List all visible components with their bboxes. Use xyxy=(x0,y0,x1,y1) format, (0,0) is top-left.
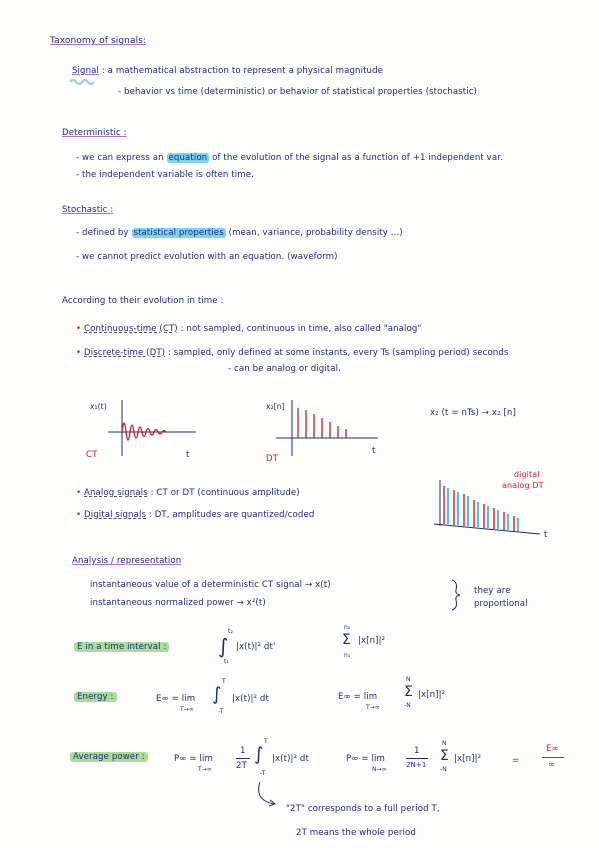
analysis-heading: Analysis / representation xyxy=(72,556,182,566)
energy-label: Energy : xyxy=(74,692,117,702)
power-dt-limsub: N→∞ xyxy=(372,766,387,773)
squiggle-underline xyxy=(70,78,100,86)
digital-line: • Digital signals : DT, amplitudes are quantized/coded xyxy=(76,510,315,520)
analog-dt-label: analog DT xyxy=(502,481,544,490)
int-body: |x(t)|² dt' xyxy=(236,642,276,652)
signal-def-text: : a mathematical abstraction to represent a physical magnitude xyxy=(101,66,384,76)
energy-dt-body: |x[n]|² xyxy=(418,690,446,700)
power-dt-top: N xyxy=(442,740,447,747)
power-label: Average power : xyxy=(70,752,148,762)
power-ct-lim: P∞ = lim xyxy=(174,754,213,764)
deterministic-heading: Deterministic : xyxy=(62,128,127,138)
note-line-1: "2T" corresponds to a full period T, xyxy=(286,804,440,814)
ct-desc: : not sampled, continuous in time, also called "analog" xyxy=(180,324,422,334)
power-ct-limsub: T→∞ xyxy=(198,766,212,773)
det-equation-highlight: equation xyxy=(168,153,208,163)
energy-dt-lim: E∞ = lim xyxy=(338,692,378,702)
stochastic-line-2: - we cannot predict evolution with an equation. (waveform) xyxy=(76,252,338,262)
dt-desc: : sampled, only defined at some instants, every Ts (sampling period) seconds xyxy=(167,348,509,358)
power-dt-frac-bar xyxy=(406,758,428,759)
ratio-eq: = xyxy=(512,756,520,766)
signal-definition xyxy=(72,66,383,76)
power-dt-body: |x[n]|² xyxy=(454,754,482,764)
det-l1b: of the evolution of the signal as a function of +1 independent var. xyxy=(212,153,503,163)
analog-desc: : CT or DT (continuous amplitude) xyxy=(150,488,300,498)
dt-line-2: - can be analog or digital. xyxy=(228,364,341,374)
power-sum: Σ xyxy=(440,748,449,764)
stochastic-heading: Stochastic : xyxy=(62,205,114,215)
analog-term: Analog signals xyxy=(84,488,148,498)
sum-bot: n₁ xyxy=(344,652,351,659)
proportional-text: they are proportional xyxy=(474,586,528,609)
ratio-den: ∞ xyxy=(548,760,556,770)
energy-ct-lim: E∞ = lim xyxy=(156,694,196,704)
power-dt-bot: -N xyxy=(440,766,447,773)
power-ct-body: |x(t)|² dt xyxy=(272,754,309,764)
energy-ct-limsub: T→∞ xyxy=(180,706,194,713)
power-ct-den: 2T xyxy=(236,761,247,771)
ratio-num: E∞ xyxy=(546,744,559,754)
power-dt-num: 1 xyxy=(414,746,420,756)
signal-term: Signal xyxy=(72,66,99,76)
ct-tag: CT xyxy=(86,450,98,460)
deterministic-line-2: - the independent variable is often time. xyxy=(76,170,254,180)
evolution-heading: According to their evolution in time : xyxy=(62,296,224,306)
dt-line: • Discrete-time (DT) : sampled, only defined at some instants, every Ts (sampling period) seconds xyxy=(76,348,509,358)
stochastic-line-1 xyxy=(76,228,403,238)
ct-line: • Continuous-time (CT) : not sampled, continuous in time, also called "analog" xyxy=(76,324,422,334)
sum-top: n₂ xyxy=(344,624,351,631)
ct-ylabel: x₁(t) xyxy=(90,402,107,411)
digital-desc: : DT, amplitudes are quantized/coded xyxy=(148,510,315,520)
sto-highlight: statistical properties xyxy=(133,228,224,238)
sto-l1b: (mean, variance, probability density ...) xyxy=(228,228,403,238)
power-ct-num: 1 xyxy=(240,746,246,756)
sum-sign: Σ xyxy=(342,632,351,648)
curved-arrow-icon xyxy=(252,780,282,810)
energy-ct-body: |x(t)|² dt xyxy=(232,694,269,704)
integral-sign: ∫ xyxy=(218,634,229,658)
page-title: Taxonomy of signals: xyxy=(50,36,147,46)
energy-sum: Σ xyxy=(404,684,413,700)
dt-xlabel: t xyxy=(372,446,376,456)
inst-value: instantaneous value of a deterministic CT signal → x(t) xyxy=(90,580,331,590)
signal-behavior: - behavior vs time (deterministic) or behavior of statistical properties (stochastic) xyxy=(118,87,477,97)
interval-label: E in a time interval : xyxy=(74,642,169,652)
analog-line: • Analog signals : CT or DT (continuous amplitude) xyxy=(76,488,300,498)
int-bot: t₁ xyxy=(224,658,229,665)
power-ct-frac-bar xyxy=(236,758,250,759)
energy-dt-bot: -N xyxy=(404,702,411,709)
ct-term: Continuous-time (CT) xyxy=(84,324,178,334)
power-ct-top: T xyxy=(264,738,268,745)
dt-ylabel: x₂[n] xyxy=(266,402,285,411)
energy-dt-top: N xyxy=(406,676,411,683)
dt-tag: DT xyxy=(266,454,279,464)
deterministic-line-1 xyxy=(76,153,503,163)
energy-dt-limsub: T→∞ xyxy=(366,704,380,711)
sto-l1a: - defined by xyxy=(76,228,129,238)
ratio-bar xyxy=(542,757,564,758)
digital-term: Digital signals xyxy=(84,510,147,520)
dt-term: Discrete-time (DT) xyxy=(84,348,166,358)
brace-icon xyxy=(448,578,462,612)
power-dt-lim: P∞ = lim xyxy=(346,754,385,764)
proportional-note xyxy=(474,585,544,611)
digital-label: digital xyxy=(514,470,540,479)
digital-plot-xlabel: t xyxy=(544,530,548,540)
inst-power: instantaneous normalized power → x²(t) xyxy=(90,598,266,608)
note-line-2: 2T means the whole period xyxy=(296,828,416,838)
power-dt-den: 2N+1 xyxy=(406,761,427,769)
int-top: t₂ xyxy=(228,628,233,635)
ct-xlabel: t xyxy=(186,450,190,460)
det-l1a: - we can express an xyxy=(76,153,164,163)
energy-integral: ∫ xyxy=(212,684,222,705)
sum-body: |x[n]|² xyxy=(358,636,386,646)
power-ct-bot: -T xyxy=(260,770,266,777)
energy-ct-bot: -T xyxy=(218,708,224,715)
sampling-relation: x₂ (t = nTs) → x₂ [n] xyxy=(430,408,516,418)
energy-ct-top: T xyxy=(222,678,226,685)
power-integral: ∫ xyxy=(254,744,264,765)
